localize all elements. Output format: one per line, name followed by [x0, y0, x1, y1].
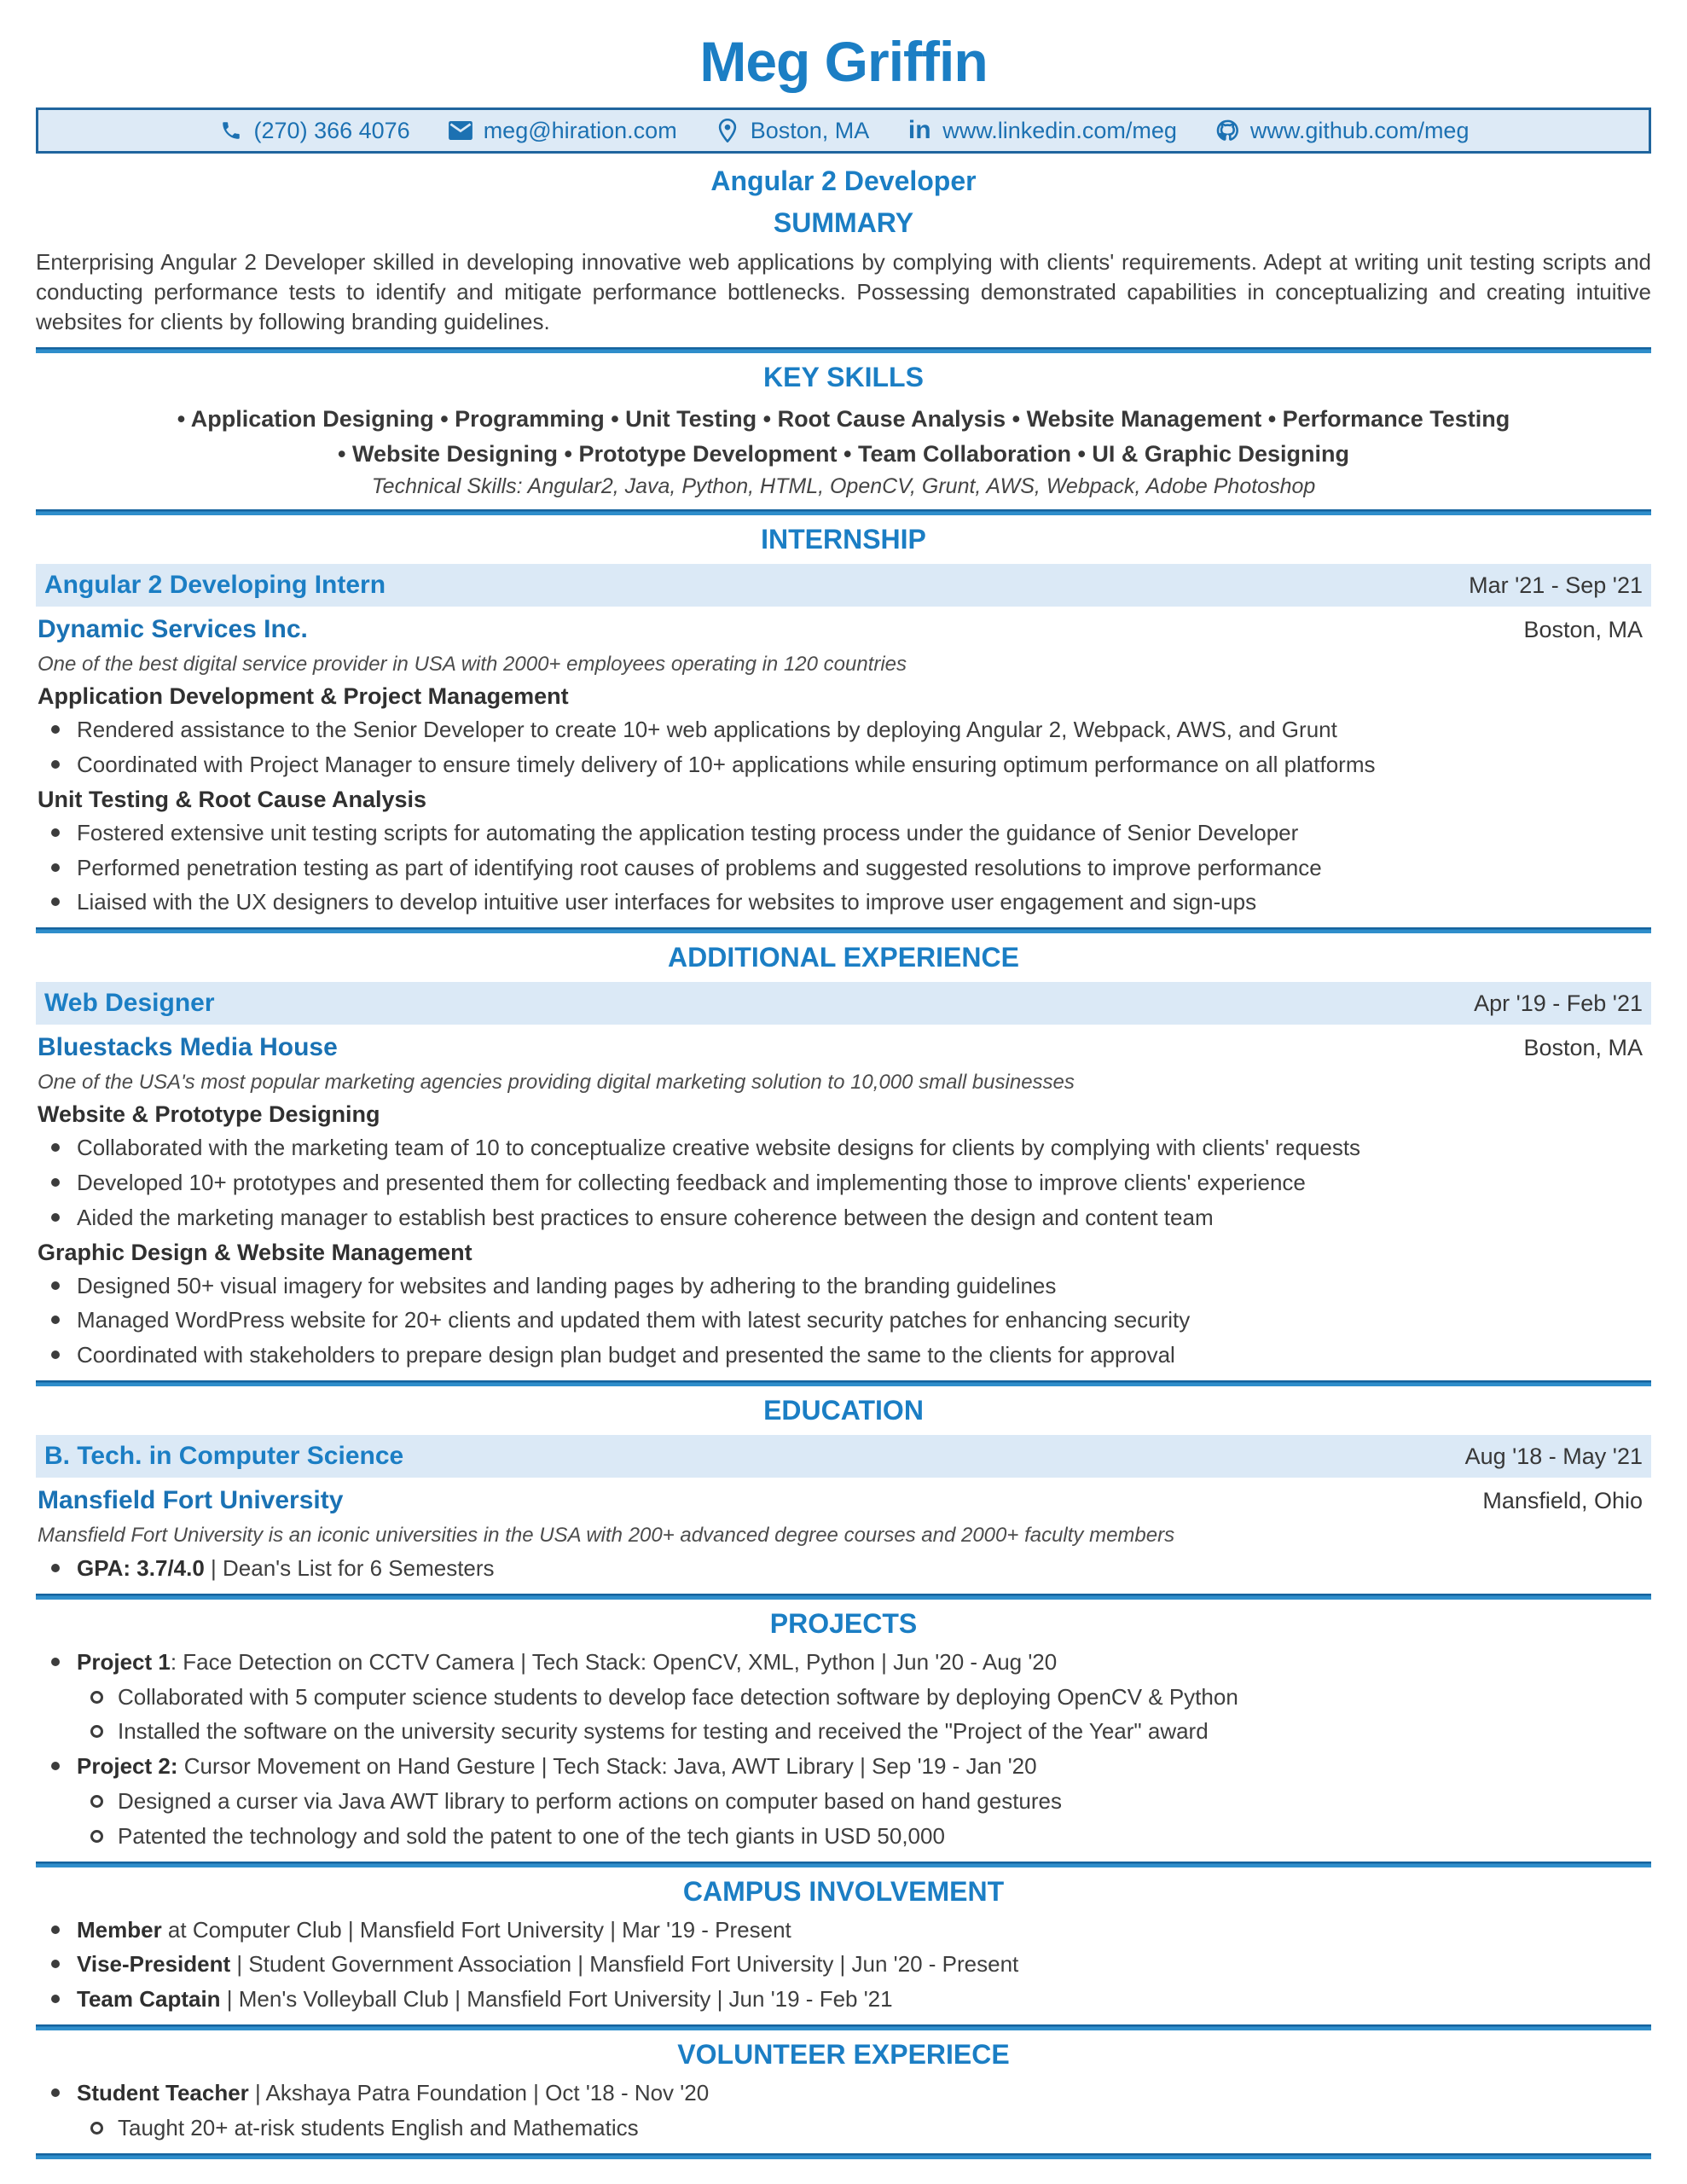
- bullet-item: Coordinated with stakeholders to prepare design plan budget and presented the same to the clients for approval: [36, 1341, 1651, 1370]
- section-title-additional-experience: ADDITIONAL EXPERIENCE: [668, 942, 1019, 973]
- bullet-item: Managed WordPress website for 20+ clients and updated them with latest security patches for enhancing security: [36, 1306, 1651, 1335]
- section-title-internship: INTERNSHIP: [761, 524, 926, 555]
- education-location: Mansfield, Ohio: [1482, 1487, 1643, 1513]
- contact-linkedin-value: www.linkedin.com/meg: [942, 117, 1177, 143]
- bullet-item: Performed penetration testing as part of identifying root causes of problems and suggested resolutions to improve performance: [36, 854, 1651, 883]
- section-divider: [36, 2024, 1651, 2030]
- experience-location: Boston, MA: [1523, 1034, 1643, 1060]
- volunteer-rest: | Akshaya Patra Foundation | Oct '18 - Nov '20: [248, 2080, 710, 2106]
- education-school: Mansfield Fort University: [38, 1486, 344, 1515]
- internship-company-desc: One of the best digital service provider in USA with 2000+ employees operating in 120 countries: [38, 653, 907, 677]
- section-divider: [36, 509, 1651, 515]
- contact-bar: [36, 107, 1651, 154]
- bullet-item: Coordinated with Project Manager to ensure timely delivery of 10+ applications while ensuring optimum performance on all platforms: [36, 751, 1651, 780]
- gpa-lead: GPA: 3.7/4.0: [77, 1555, 205, 1582]
- experience-group-heading: Graphic Design & Website Management: [38, 1239, 472, 1265]
- linkedin-icon: in: [907, 116, 931, 144]
- section-title-projects: PROJECTS: [769, 1607, 918, 1639]
- campus-list: [36, 1916, 1651, 2014]
- internship-dates: Mar '21 - Sep '21: [1469, 572, 1643, 598]
- project-rest: Cursor Movement on Hand Gesture | Tech Stack: Java, AWT Library | Sep '19 - Jan '20: [177, 1753, 1037, 1780]
- contact-github-value: www.github.com/meg: [1249, 117, 1470, 143]
- experience-bullet-list: [36, 1134, 1651, 1232]
- education-dates: Aug '18 - May '21: [1464, 1443, 1643, 1469]
- role-title: Angular 2 Developer: [710, 166, 977, 196]
- experience-dates: Apr '19 - Feb '21: [1474, 990, 1643, 1016]
- section-divider: [36, 1594, 1651, 1600]
- contact-location-value: Boston, MA: [750, 117, 870, 143]
- section-title-education: EDUCATION: [763, 1395, 924, 1426]
- project-lead: Project 2:: [77, 1753, 178, 1780]
- section-title-summary: SUMMARY: [773, 207, 914, 238]
- bullet-item: Fostered extensive unit testing scripts for automating the application testing process under the guidance of Senior Developer: [36, 819, 1651, 848]
- experience-title-row: [36, 982, 1651, 1025]
- education-school-desc: Mansfield Fort University is an iconic universities in the USA with 200+ advanced degree courses and 2000+ faculty members: [38, 1524, 1175, 1548]
- key-skills-line-2: • Website Designing • Prototype Development • Team Collaboration • UI & Graphic Designing: [338, 440, 1349, 467]
- internship-company: Dynamic Services Inc.: [38, 615, 308, 644]
- key-skills-line-1: • Application Designing • Programming • Unit Testing • Root Cause Analysis • Website Management • Performance Testing: [177, 406, 1510, 433]
- internship-role: Angular 2 Developing Intern: [44, 571, 386, 600]
- campus-lead: Team Captain: [77, 1986, 221, 2013]
- summary-text: Enterprising Angular 2 Developer skilled in developing innovative web applications by complying with clients' requirements. Adept at writing unit testing scripts and conducting performance tests to identify and mitigate performance bottlenecks. Possessing demonstrated capabilities in conceptualizing and creating intuitive websites for clients by following branding guidelines.: [36, 249, 1651, 335]
- experience-company: Bluestacks Media House: [38, 1033, 338, 1062]
- contact-email: [448, 118, 677, 144]
- campus-rest: | Men's Volleyball Club | Mansfield Fort University | Jun '19 - Feb '21: [220, 1986, 893, 2013]
- project-lead: Project 1: [77, 1648, 171, 1675]
- section-divider: [36, 1380, 1651, 1386]
- project-item: [36, 1752, 1651, 1781]
- campus-item: [36, 1985, 1651, 2014]
- section-title-campus: CAMPUS INVOLVEMENT: [682, 1875, 1005, 1907]
- education-school-row: [36, 1483, 1651, 1519]
- bullet-item: Collaborated with the marketing team of 10 to conceptualize creative website designs for clients by complying with clients' requests: [36, 1134, 1651, 1163]
- education-degree: B. Tech. in Computer Science: [44, 1442, 404, 1471]
- experience-group-heading: Website & Prototype Designing: [38, 1101, 380, 1128]
- education-title-row: [36, 1435, 1651, 1478]
- internship-location: Boston, MA: [1523, 616, 1643, 642]
- campus-lead: Member: [77, 1916, 162, 1943]
- project-sub-item: Installed the software on the university security systems for testing and received the "Project of the Year" award: [36, 1717, 1651, 1746]
- email-icon: [448, 118, 473, 143]
- candidate-name: Meg Griffin: [699, 30, 988, 93]
- experience-bullet-list: [36, 1272, 1651, 1370]
- campus-item: [36, 1950, 1651, 1979]
- project-rest: : Face Detection on CCTV Camera | Tech Stack: OpenCV, XML, Python | Jun '20 - Aug '20: [170, 1648, 1058, 1675]
- technical-skills-line: Technical Skills: Angular2, Java, Python, HTML, OpenCV, Grunt, AWS, Webpack, Adobe Photoshop: [371, 474, 1316, 499]
- project-sub-item: Collaborated with 5 computer science students to develop face detection software by deploying OpenCV & Python: [36, 1683, 1651, 1712]
- section-title-key-skills: KEY SKILLS: [763, 362, 924, 393]
- experience-role: Web Designer: [44, 989, 215, 1018]
- projects-list: [36, 1648, 1651, 1851]
- contact-location: [715, 118, 870, 144]
- internship-title-row: [36, 564, 1651, 607]
- experience-company-row: [36, 1030, 1651, 1066]
- volunteer-lead: Student Teacher: [77, 2080, 249, 2106]
- volunteer-item: [36, 2079, 1651, 2108]
- contact-phone-value: (270) 366 4076: [253, 117, 410, 143]
- section-title-volunteer: VOLUNTEER EXPERIECE: [677, 2039, 1010, 2071]
- education-bullet-list: [36, 1554, 1651, 1583]
- github-icon: [1215, 118, 1240, 143]
- contact-phone: [218, 118, 410, 144]
- phone-icon: [218, 118, 244, 143]
- section-divider: [36, 927, 1651, 933]
- internship-company-row: [36, 612, 1651, 648]
- project-sub-item: Designed a curser via Java AWT library to perform actions on computer based on hand gestures: [36, 1787, 1651, 1816]
- contact-email-value: meg@hiration.com: [483, 117, 677, 143]
- experience-company-desc: One of the USA's most popular marketing agencies providing digital marketing solution to 10,000 small businesses: [38, 1071, 1075, 1095]
- bullet-item: Aided the marketing manager to establish best practices to ensure coherence between the design and content team: [36, 1204, 1651, 1233]
- bullet-item: Rendered assistance to the Senior Developer to create 10+ web applications by deploying Angular 2, Webpack, AWS, and Grunt: [36, 716, 1651, 745]
- campus-rest: | Student Government Association | Mansfield Fort University | Jun '20 - Present: [230, 1951, 1019, 1978]
- bullet-item: Designed 50+ visual imagery for websites and landing pages by adhering to the branding guidelines: [36, 1272, 1651, 1301]
- campus-item: [36, 1916, 1651, 1945]
- campus-rest: at Computer Club | Mansfield Fort University | Mar '19 - Present: [161, 1916, 791, 1943]
- project-item: [36, 1648, 1651, 1677]
- campus-lead: Vise-President: [77, 1951, 231, 1978]
- bullet-item: Liaised with the UX designers to develop intuitive user interfaces for websites to improve user engagement and sign-ups: [36, 888, 1651, 917]
- contact-linkedin: [907, 118, 1177, 144]
- section-divider: [36, 2153, 1651, 2159]
- gpa-item: [36, 1554, 1651, 1583]
- volunteer-sub-item: Taught 20+ at-risk students English and Mathematics: [36, 2114, 1651, 2143]
- volunteer-list: [36, 2079, 1651, 2143]
- internship-group-heading: Unit Testing & Root Cause Analysis: [38, 786, 427, 812]
- section-divider: [36, 347, 1651, 353]
- gpa-rest: | Dean's List for 6 Semesters: [204, 1555, 495, 1582]
- internship-bullet-list: [36, 819, 1651, 917]
- internship-group-heading: Application Development & Project Management: [38, 683, 569, 710]
- project-sub-item: Patented the technology and sold the patent to one of the tech giants in USD 50,000: [36, 1822, 1651, 1851]
- contact-github: [1215, 118, 1470, 144]
- internship-bullet-list: [36, 716, 1651, 780]
- section-divider: [36, 1862, 1651, 1867]
- location-pin-icon: [715, 118, 740, 143]
- bullet-item: Developed 10+ prototypes and presented them for collecting feedback and implementing those to improve clients' experience: [36, 1169, 1651, 1198]
